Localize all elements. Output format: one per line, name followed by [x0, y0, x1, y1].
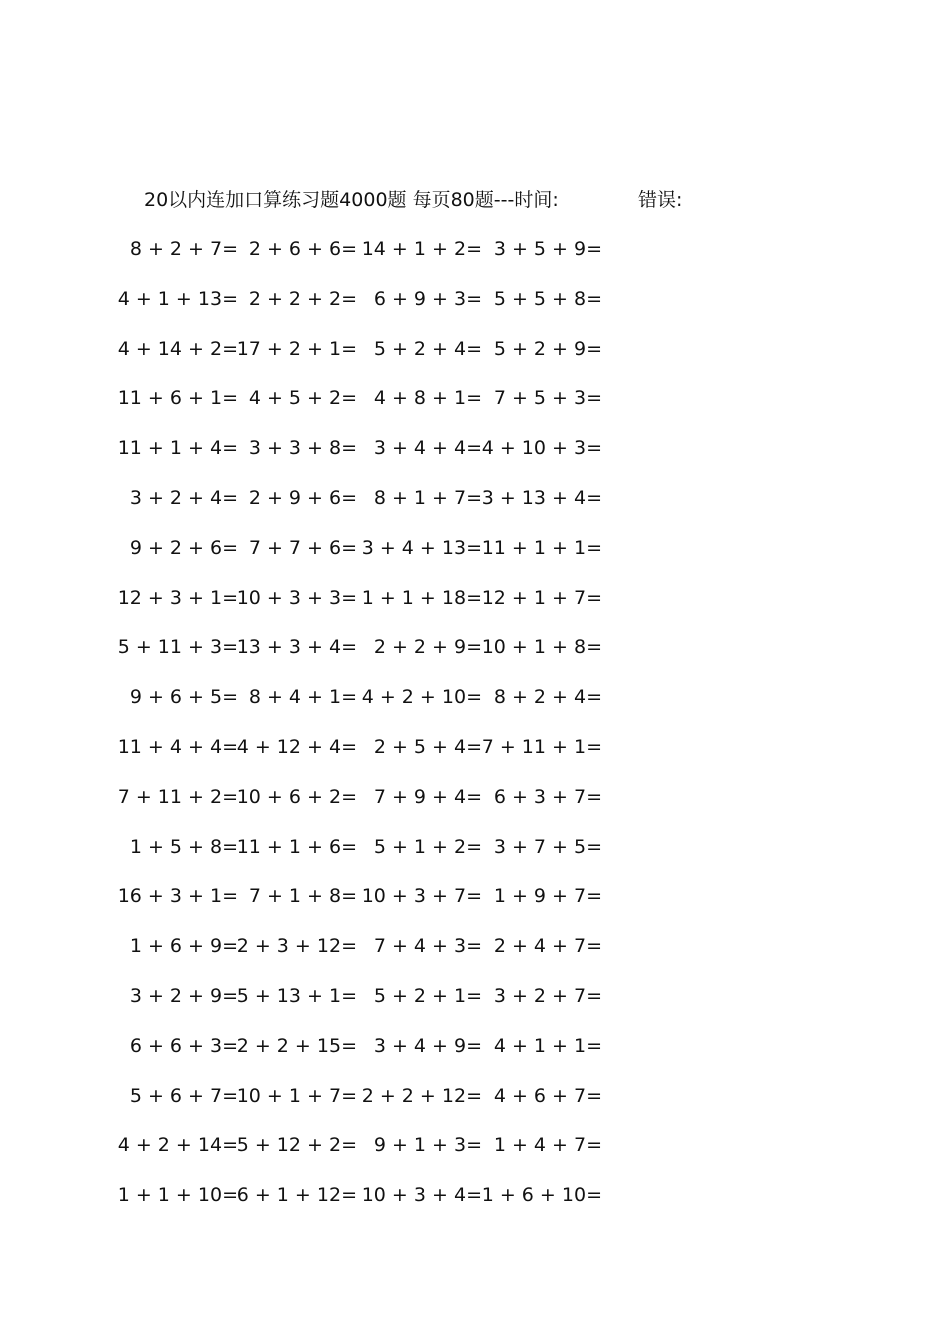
problem-item: 3 + 2 + 4= — [129, 487, 238, 509]
problem-item: 8 + 1 + 7= — [373, 487, 482, 509]
problem-item: 14 + 1 + 2= — [361, 238, 482, 260]
problem-item: 4 + 5 + 2= — [248, 387, 357, 410]
problem-item: 10 + 3 + 4= — [361, 1184, 482, 1207]
problem-item: 3 + 2 + 7= — [493, 985, 602, 1007]
problem-item: 7 + 7 + 6= — [248, 536, 357, 559]
problem-item: 7 + 11 + 1= — [481, 736, 602, 758]
worksheet-title: 20以内连加口算练习题4000题 每页80题---时间: — [144, 189, 559, 211]
problem-item: 3 + 3 + 8= — [248, 437, 357, 460]
problem-item: 4 + 6 + 7= — [493, 1084, 602, 1107]
problem-item: 3 + 5 + 9= — [493, 238, 602, 260]
problem-item: 11 + 4 + 4= — [117, 736, 238, 758]
problem-item: 3 + 2 + 9= — [129, 985, 238, 1007]
problem-item: 2 + 3 + 12= — [236, 935, 357, 958]
problem-item: 2 + 6 + 6= — [248, 238, 357, 260]
problem-item: 4 + 14 + 2= — [117, 337, 238, 360]
problem-item: 9 + 6 + 5= — [129, 686, 238, 709]
problem-item: 1 + 6 + 9= — [129, 935, 238, 958]
problem-item: 5 + 11 + 3= — [117, 636, 238, 659]
problem-item: 1 + 5 + 8= — [129, 835, 238, 858]
problem-item: 3 + 7 + 5= — [493, 835, 602, 858]
problem-item: 13 + 3 + 4= — [236, 636, 357, 659]
problem-item: 7 + 9 + 4= — [373, 785, 482, 808]
problem-item: 5 + 12 + 2= — [236, 1134, 357, 1157]
problem-item: 5 + 2 + 1= — [373, 985, 482, 1007]
problem-item: 1 + 1 + 10= — [117, 1184, 238, 1207]
problem-item: 10 + 3 + 7= — [361, 885, 482, 908]
problem-item: 2 + 2 + 9= — [373, 636, 482, 659]
problem-item: 4 + 10 + 3= — [481, 437, 602, 460]
problem-item: 2 + 2 + 12= — [361, 1084, 482, 1107]
problem-item: 9 + 2 + 6= — [129, 536, 238, 559]
problem-item: 1 + 4 + 7= — [493, 1134, 602, 1157]
problem-item: 5 + 13 + 1= — [236, 985, 357, 1007]
problem-item: 10 + 1 + 7= — [236, 1084, 357, 1107]
problem-item: 8 + 4 + 1= — [248, 686, 357, 709]
problem-item: 10 + 6 + 2= — [236, 785, 357, 808]
problem-item: 6 + 9 + 3= — [373, 287, 482, 310]
problem-item: 9 + 1 + 3= — [373, 1134, 482, 1157]
problem-item: 3 + 4 + 4= — [373, 437, 482, 460]
problem-item: 7 + 5 + 3= — [493, 387, 602, 410]
problem-item: 4 + 12 + 4= — [236, 736, 357, 758]
problem-item: 3 + 13 + 4= — [481, 487, 602, 509]
problem-item: 4 + 2 + 14= — [117, 1134, 238, 1157]
problem-item: 2 + 2 + 15= — [236, 1034, 357, 1057]
problem-item: 2 + 4 + 7= — [493, 935, 602, 958]
problem-item: 4 + 2 + 10= — [361, 686, 482, 709]
problem-item: 6 + 1 + 12= — [236, 1184, 357, 1207]
problem-item: 7 + 11 + 2= — [117, 785, 238, 808]
problem-item: 5 + 2 + 4= — [373, 337, 482, 360]
problem-item: 1 + 1 + 18= — [361, 586, 482, 609]
problem-item: 12 + 1 + 7= — [481, 586, 602, 609]
problem-item: 5 + 1 + 2= — [373, 835, 482, 858]
problem-item: 8 + 2 + 7= — [129, 238, 238, 260]
problem-item: 11 + 6 + 1= — [117, 387, 238, 410]
problem-item: 2 + 2 + 2= — [248, 287, 357, 310]
problem-item: 10 + 1 + 8= — [481, 636, 602, 659]
problem-item: 10 + 3 + 3= — [236, 586, 357, 609]
problem-item: 11 + 1 + 1= — [481, 536, 602, 559]
problem-item: 2 + 5 + 4= — [373, 736, 482, 758]
problem-item: 1 + 6 + 10= — [481, 1184, 602, 1207]
problem-item: 4 + 8 + 1= — [373, 387, 482, 410]
problem-item: 3 + 4 + 13= — [361, 536, 482, 559]
problem-item: 16 + 3 + 1= — [117, 885, 238, 908]
problem-item: 3 + 4 + 9= — [373, 1034, 482, 1057]
problem-item: 1 + 9 + 7= — [493, 885, 602, 908]
error-count-label: 错误: — [638, 189, 683, 211]
problem-item: 7 + 4 + 3= — [373, 935, 482, 958]
problem-item: 5 + 2 + 9= — [493, 337, 602, 360]
problem-item: 8 + 2 + 4= — [493, 686, 602, 709]
problem-item: 17 + 2 + 1= — [236, 337, 357, 360]
problem-item: 6 + 3 + 7= — [493, 785, 602, 808]
problem-item: 11 + 1 + 6= — [236, 835, 357, 858]
problem-item: 12 + 3 + 1= — [117, 586, 238, 609]
problem-item: 4 + 1 + 13= — [117, 287, 238, 310]
problem-item: 7 + 1 + 8= — [248, 885, 357, 908]
problem-item: 5 + 5 + 8= — [493, 287, 602, 310]
problem-item: 11 + 1 + 4= — [117, 437, 238, 460]
problem-item: 6 + 6 + 3= — [129, 1034, 238, 1057]
problem-item: 2 + 9 + 6= — [248, 487, 357, 509]
problem-item: 5 + 6 + 7= — [129, 1084, 238, 1107]
problem-item: 4 + 1 + 1= — [493, 1034, 602, 1057]
